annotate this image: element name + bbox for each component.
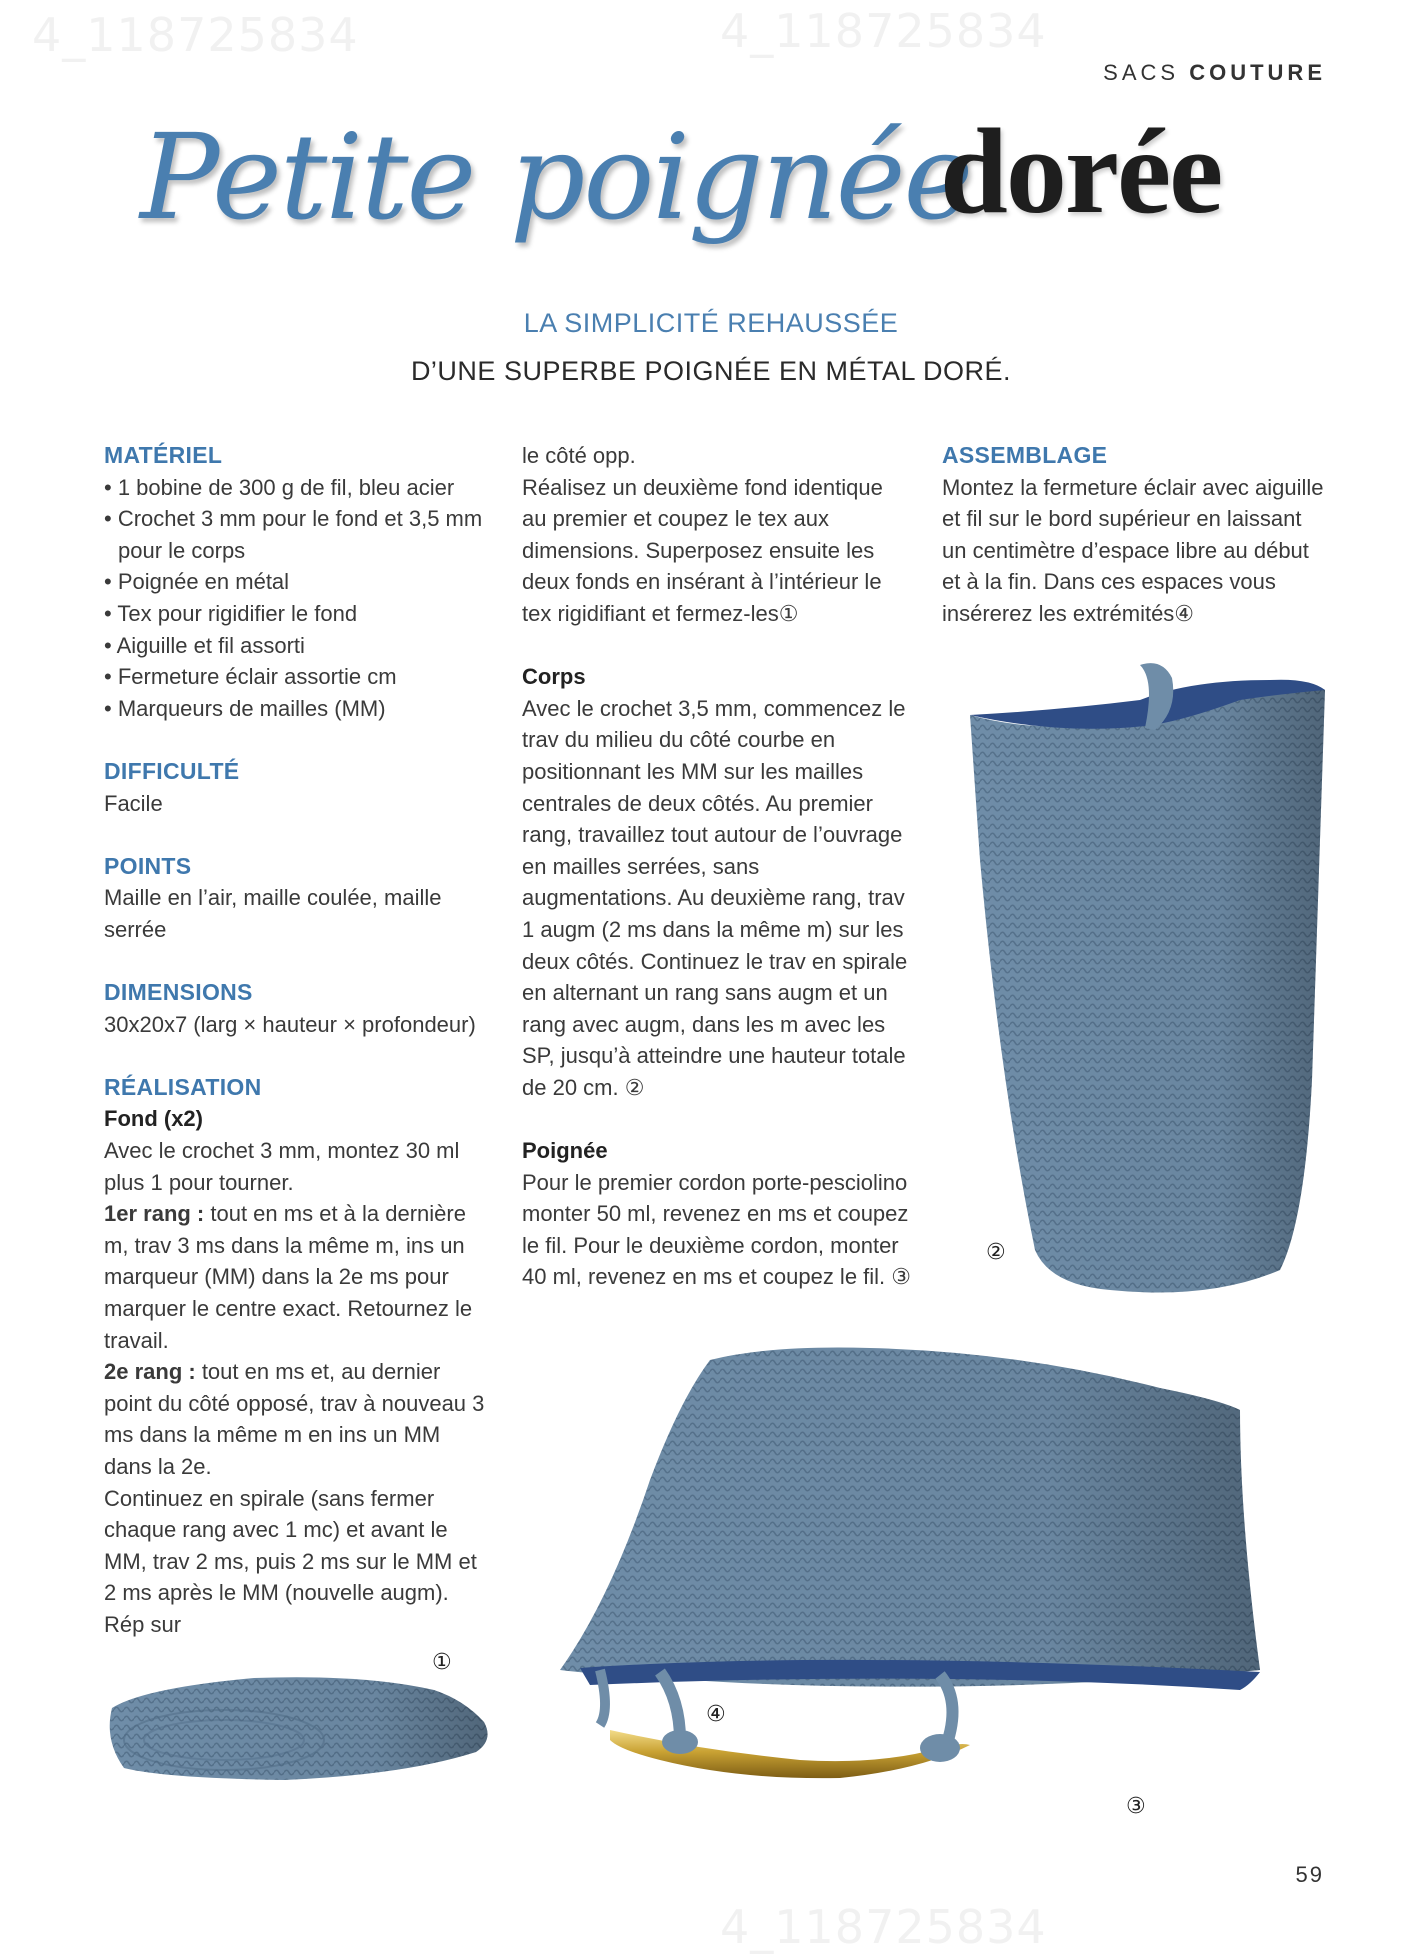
rang-2-text: tout en ms et, au dernier point du côté opposé, trav à nouveau 3 ms dans la même m en ins un MM dans la 2e.	[104, 1359, 485, 1479]
assemblage-text: Montez la fermeture éclair avec aiguille et fil sur le bord supérieur en laissant un centimètre d’espace libre au début et à la fin. Dans ces espaces vous insérerez les extrémités④	[942, 474, 1324, 626]
watermark: 4_118725834	[720, 1900, 1047, 1954]
fond-2-text: Réalisez un deuxième fond identique au premier et coupez le tex aux dimensions. Superposez ensuite les deux fonds en insérant à l’intérieur le tex rigidifiant et fermez-les①	[522, 474, 883, 626]
list-item: • Tex pour rigidifier le fond	[104, 598, 494, 630]
poignee-text: Pour le premier cordon porte-pesciolino monter 50 ml, revenez en ms et coupez le fil. Pour le deuxième cordon, monter 40 ml, revenez en ms et coupez le fil. ③	[522, 1169, 912, 1290]
continued-text: le côté opp.	[522, 443, 636, 468]
assemblage-heading: ASSEMBLAGE	[942, 442, 1108, 468]
list-item: • Crochet 3 mm pour le fond et 3,5 mm pour le corps	[104, 503, 494, 566]
materiel-list	[104, 472, 494, 725]
continue-text: Continuez en spirale (sans fermer chaque rang avec 1 mc) et avant le MM, trav 2 ms, puis 2 ms sur le MM et 2 ms après le MM (nouvelle augm). Rép sur	[104, 1485, 477, 1637]
rang-1-text: tout en ms et à la dernière m, trav 3 ms dans la même m, ins un marqueur (MM) dans la 2e ms pour marquer le centre exact. Retournez le travail.	[104, 1201, 473, 1353]
dimensions-heading: DIMENSIONS	[104, 979, 253, 1006]
list-item: • Aiguille et fil assorti	[104, 630, 494, 662]
materiel-heading: MATÉRIEL	[104, 442, 223, 468]
watermark: 4_118725834	[720, 4, 1047, 58]
subtitle-line-1: LA SIMPLICITÉ REHAUSSÉE	[523, 308, 899, 338]
page-title-serif: dorée	[940, 104, 1222, 239]
column-2	[522, 440, 912, 1293]
realisation-heading: RÉALISATION	[104, 1073, 262, 1100]
poignee-heading: Poignée	[522, 1138, 608, 1164]
fond-text: Avec le crochet 3 mm, montez 30 ml plus 1 pour tourner.	[104, 1138, 460, 1195]
watermark: 4_118725834	[32, 8, 359, 62]
section-tag	[1103, 60, 1326, 86]
corps-text: Avec le crochet 3,5 mm, commencez le trav du milieu du côté courbe en positionnant les MM sur les mailles centrales de deux côtés. Au premier rang, travaillez tout autour de l’ouvrage en mailles serrées, sans augmentations. Au deuxième rang, trav 1 augm (2 ms dans la même m) sur les deux côtés. Continuez le trav en spirale en alternant un rang sans augm et un rang avec augm, dans les m avec les SP, jusqu’à atteindre une hauteur totale de 20 cm. ②	[522, 695, 908, 1100]
list-item: • Poignée en métal	[104, 566, 494, 598]
page-title-script: Petite poignée	[140, 108, 972, 246]
column-1	[104, 440, 494, 1641]
fond-heading: Fond (x2)	[104, 1106, 203, 1132]
page-number: 59	[1295, 1862, 1324, 1887]
photo-label-4: ④	[706, 1702, 726, 1727]
difficulte-text: Facile	[104, 790, 163, 816]
bag-body-photo	[940, 660, 1340, 1320]
difficulte-heading: DIFFICULTÉ	[104, 757, 240, 784]
corps-heading: Corps	[522, 664, 586, 690]
dimensions-text: 30x20x7 (larg × hauteur × profondeur)	[104, 1011, 476, 1037]
bag-base-photo	[104, 1660, 494, 1790]
photo-label-3: ③	[1126, 1794, 1146, 1819]
rang-1-paragraph	[104, 1198, 494, 1356]
photo-label-1: ①	[432, 1650, 452, 1675]
photo-label-2: ②	[986, 1240, 1006, 1265]
column-3	[942, 440, 1332, 630]
list-item: • Fermeture éclair assortie cm	[104, 661, 494, 693]
list-item: • Marqueurs de mailles (MM)	[104, 693, 494, 725]
points-heading: POINTS	[104, 852, 192, 879]
section-tag-light: SACS	[1103, 60, 1180, 85]
points-text: Maille en l’air, maille coulée, maille serrée	[104, 885, 442, 942]
subtitle-line-2: D’UNE SUPERBE POIGNÉE EN MÉTAL DORÉ.	[410, 356, 1012, 386]
rang-2-label: 2e rang :	[104, 1359, 196, 1385]
rang-1-label: 1er rang :	[104, 1201, 205, 1227]
rang-2-paragraph	[104, 1356, 494, 1482]
section-tag-bold: COUTURE	[1189, 60, 1326, 85]
list-item: • 1 bobine de 300 g de fil, bleu acier	[104, 472, 494, 504]
finished-bag-photo	[540, 1340, 1320, 1810]
